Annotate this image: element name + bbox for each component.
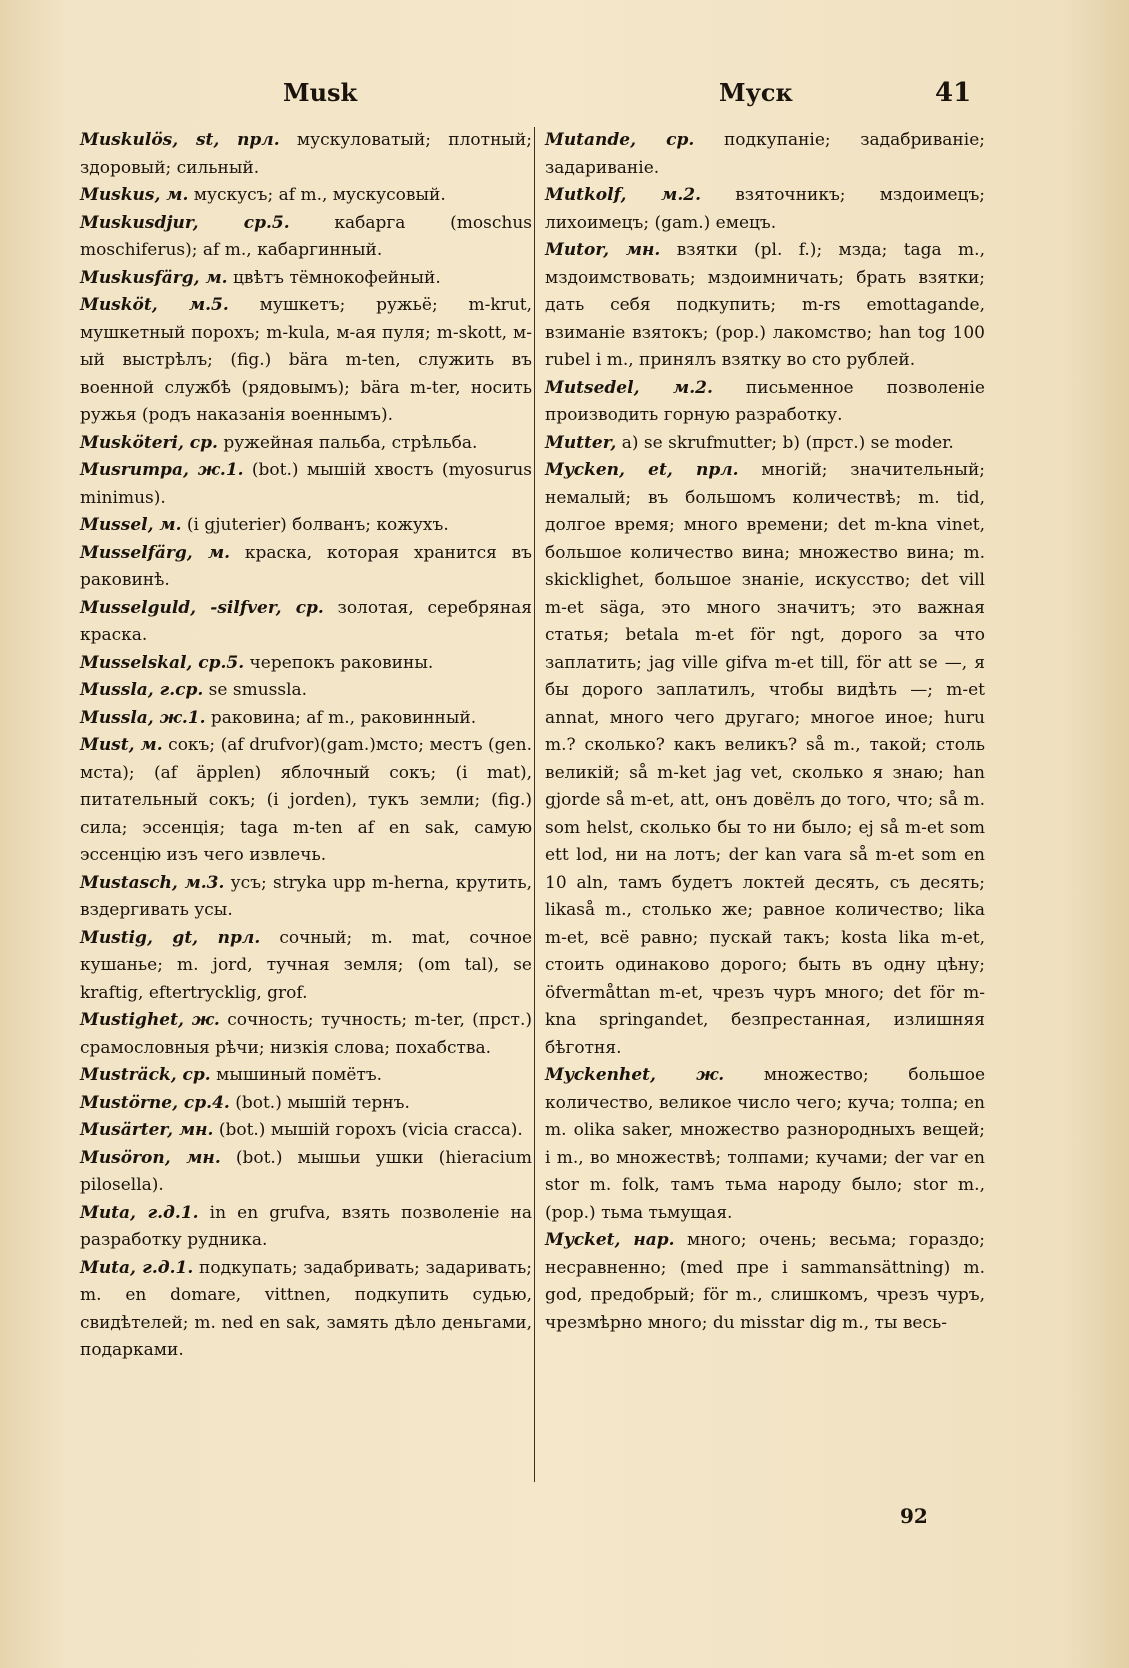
entry-headword: Mutter, xyxy=(545,432,617,453)
dictionary-entry xyxy=(80,1090,532,1118)
entry-headword: Musöron, мн. xyxy=(80,1147,221,1168)
entry-definition: подкупаніе; задабриваніе; задариваніе. xyxy=(545,130,985,178)
dictionary-entry xyxy=(80,1255,532,1365)
dictionary-entry xyxy=(80,705,532,733)
dictionary-entry xyxy=(80,430,532,458)
dictionary-entry xyxy=(80,210,532,265)
entry-headword: Myckenhet, ж. xyxy=(545,1065,725,1085)
entry-headword: Mutor, мн. xyxy=(545,240,661,260)
entry-definition: многій; значительный; немалый; въ большомъ количествѣ; m. tid, долгое время; много времени; det m-kna vinet, большое количество вина; множество вина; m. skicklighet, большое знаніе, искусство; det vill m-et säga, это много значитъ; это важная статья; betala m-et för ngt, дорого за что заплатить; jag ville gifva m-et till, för att se —, я бы дорого заплатилъ, чтобы видѣть —; m-et annat, много чего другаго; многое иное; huru m.? сколько? какъ великъ? så m., такой; столь великій; så m-ket jag vet, сколько я знаю; han gjorde så m-et, att, онъ довёлъ до того, что; så m. som helst, сколько бы то ни было; ej så m-et som ett lod, ни на лотъ; der kan vara så m-et som en 10 aln, тамъ будетъ локтей десять, съ десять; likaså m., столько же; равное количество; lika m-et, всё равно; пускай такъ; kosta lika m-et, стоить одинаково дорого; быть въ одну цѣну; öfvermåttan m-et, чрезъ чуръ много; det för m-kna springandet, безпрестанная, излишняя бѣготня. xyxy=(545,460,986,1058)
dictionary-entry xyxy=(80,1117,532,1145)
dictionary-entry xyxy=(545,457,985,1062)
dictionary-entry xyxy=(545,182,985,237)
page-number: 41 xyxy=(935,78,972,108)
entry-definition: сокъ; (af drufvor)(gam.)мсто; местъ (gen. мста); (af äpplen) яблочный сокъ; (i mat), питательный сокъ; (i jorden), тукъ земли; (fig.) сила; эссенція; taga m-ten af en sak, самую эссенцію изъ чего извлечь. xyxy=(80,735,532,865)
entry-definition: (bot.) мышьи ушки (hieracium pilosella). xyxy=(80,1147,532,1195)
dictionary-entry xyxy=(80,677,532,705)
page-header xyxy=(0,78,1129,114)
entry-definition: краска, которая хранится въ раковинѣ. xyxy=(80,542,532,590)
entry-definition: мускусъ; af m., мускусовый. xyxy=(188,185,446,205)
dictionary-entry xyxy=(80,650,532,678)
dictionary-entry xyxy=(80,1145,532,1200)
dictionary-entry xyxy=(80,1007,532,1062)
dictionary-entry xyxy=(80,182,532,210)
entry-headword: Muskus, м. xyxy=(80,185,189,205)
entry-headword: Mutkolf, м.2. xyxy=(545,185,702,205)
entry-headword: Mycken, et, прл. xyxy=(545,460,739,480)
entry-headword: Mussla, г.ср. xyxy=(80,680,204,700)
entry-definition: кабарга (moschus moschiferus); af m., кабаргинный. xyxy=(80,212,532,260)
entry-definition: раковина; af m., раковинный. xyxy=(205,707,477,728)
entry-definition: se smussla. xyxy=(203,680,308,700)
dictionary-entry xyxy=(80,732,532,870)
entry-definition: a) se skrufmutter; b) (прст.) se moder. xyxy=(616,432,954,453)
dictionary-entry xyxy=(80,870,532,925)
entry-headword: Musselskal, ср.5. xyxy=(80,652,245,673)
entry-headword: Mussel, м. xyxy=(80,515,182,535)
entry-definition: черепокъ раковины. xyxy=(244,652,434,673)
entry-definition: усъ; stryka upp m-herna, крутить, вздергивать усы. xyxy=(80,872,532,920)
dictionary-entry xyxy=(80,127,532,182)
entry-definition: взятки (pl. f.); мзда; taga m., мздоимствовать; мздоимничать; брать взятки; дать себя подкупить; m-rs emottagande, взиманіе взятокъ; (pop.) лакомство; han tog 100 rubel i m., принялъ взятку во сто рублей. xyxy=(545,240,985,370)
dictionary-entry xyxy=(545,375,985,430)
running-head-left: Musk xyxy=(283,78,358,107)
dictionary-entry xyxy=(80,540,532,595)
entry-headword: Musselfärg, м. xyxy=(80,542,231,563)
entry-headword: Mycket, нар. xyxy=(545,1230,675,1250)
entry-headword: Mustig, gt, прл. xyxy=(80,927,261,948)
left-column xyxy=(80,127,532,1365)
entry-headword: Musselguld, -silfver, ср. xyxy=(80,597,324,618)
entry-definition: сочный; m. mat, сочное кушанье; m. jord, тучная земля; (om tal), se kraftig, eftertrycklig, grof. xyxy=(80,927,533,1003)
entry-definition: мускуловатый; плотный; здоровый; сильный. xyxy=(80,130,532,178)
entry-definition: (bot.) мышій горохъ (vicia cracca). xyxy=(213,1120,523,1140)
entry-headword: Musrumpa, ж.1. xyxy=(80,460,244,480)
running-head-right: Муск xyxy=(719,78,793,107)
dictionary-entry xyxy=(80,925,532,1008)
entry-headword: Muskusdjur, ср.5. xyxy=(80,212,290,233)
dictionary-entry xyxy=(80,512,532,540)
entry-headword: Mustighet, ж. xyxy=(80,1010,220,1030)
entry-definition: много; очень; весьма; гораздо; несравненно; (med пре i sammansättning) m. god, предобрый; för m., слишкомъ, чрезъ чуръ, чрезмѣрно много; du misstar dig m., ты весь- xyxy=(545,1230,985,1333)
entry-definition: мышиный помётъ. xyxy=(210,1065,383,1085)
entry-definition: ружейная пальба, стрѣльба. xyxy=(217,432,478,453)
dictionary-entry xyxy=(545,237,985,375)
entry-definition: взяточникъ; мздоимецъ; лихоимецъ; (gam.) емецъ. xyxy=(545,185,985,233)
entry-definition: письменное позволеніе производить горную разработку. xyxy=(545,377,985,425)
entry-headword: Muta, г.д.1. xyxy=(80,1202,199,1223)
dictionary-entry xyxy=(80,265,532,293)
entry-headword: Musköteri, ср. xyxy=(80,432,218,453)
dictionary-entry xyxy=(80,595,532,650)
entry-headword: Mustasch, м.3. xyxy=(80,872,225,893)
right-column xyxy=(545,127,985,1337)
dictionary-entry xyxy=(80,1062,532,1090)
entry-headword: Mutande, ср. xyxy=(545,130,695,150)
entry-headword: Muta, г.д.1. xyxy=(80,1257,194,1278)
entry-definition: множество; большое количество, великое число чего; куча; толпа; en m. olika saker, множество разнородныхъ вещей; i m., во множествѣ; толпами; кучами; der var en stor m. folk, тамъ тьма народу было; stor m., (pop.) тьма тьмущая. xyxy=(545,1065,985,1223)
entry-definition: мушкетъ; ружьё; m-krut, мушкетный порохъ; m-kula, м-ая пуля; m-skott, м-ый выстрѣлъ; (fig.) bära m-ten, служить въ военной службѣ (рядовымъ); bära m-ter, носить ружья (родъ наказанія военнымъ). xyxy=(80,295,532,425)
entry-headword: Muskusfärg, м. xyxy=(80,267,228,288)
entry-definition: цвѣтъ тёмнокофейный. xyxy=(227,267,441,288)
entry-headword: Mussla, ж.1. xyxy=(80,707,206,728)
entry-definition: (bot.) мышій хвостъ (myosurus minimus). xyxy=(80,460,532,508)
dictionary-entry xyxy=(545,1062,985,1227)
entry-headword: Must, м. xyxy=(80,735,163,755)
entry-definition: подкупать; задабривать; задаривать; m. en domare, vittnen, подкупить судью, свидѣтелей; m. ned en sak, замять дѣло деньгами, подарками. xyxy=(80,1257,533,1360)
entry-definition: (i gjuterier) болванъ; кожухъ. xyxy=(181,515,449,535)
dictionary-entry xyxy=(545,127,985,182)
entry-headword: Muskulös, st, прл. xyxy=(80,130,280,150)
entry-headword: Musträck, ср. xyxy=(80,1065,211,1085)
entry-headword: Mustörne, ср.4. xyxy=(80,1092,230,1113)
entry-headword: Musärter, мн. xyxy=(80,1120,214,1140)
entry-headword: Musköt, м.5. xyxy=(80,295,229,315)
dictionary-entry xyxy=(545,1227,985,1337)
dictionary-entry xyxy=(545,430,985,458)
entry-definition: сочность; тучность; m-ter, (прст.) срамословныя рѣчи; низкія слова; похабства. xyxy=(80,1010,532,1058)
entry-definition: золотая, серебряная краска. xyxy=(80,597,532,645)
dictionary-entry xyxy=(80,1200,532,1255)
signature-mark: 92 xyxy=(900,1504,928,1528)
column-divider xyxy=(534,127,535,1482)
entry-headword: Mutsedel, м.2. xyxy=(545,377,713,398)
dictionary-entry xyxy=(80,292,532,430)
dictionary-entry xyxy=(80,457,532,512)
entry-definition: (bot.) мышій тернъ. xyxy=(229,1092,410,1113)
entry-definition: in en grufva, взять позволеніе на разработку рудника. xyxy=(80,1202,532,1250)
